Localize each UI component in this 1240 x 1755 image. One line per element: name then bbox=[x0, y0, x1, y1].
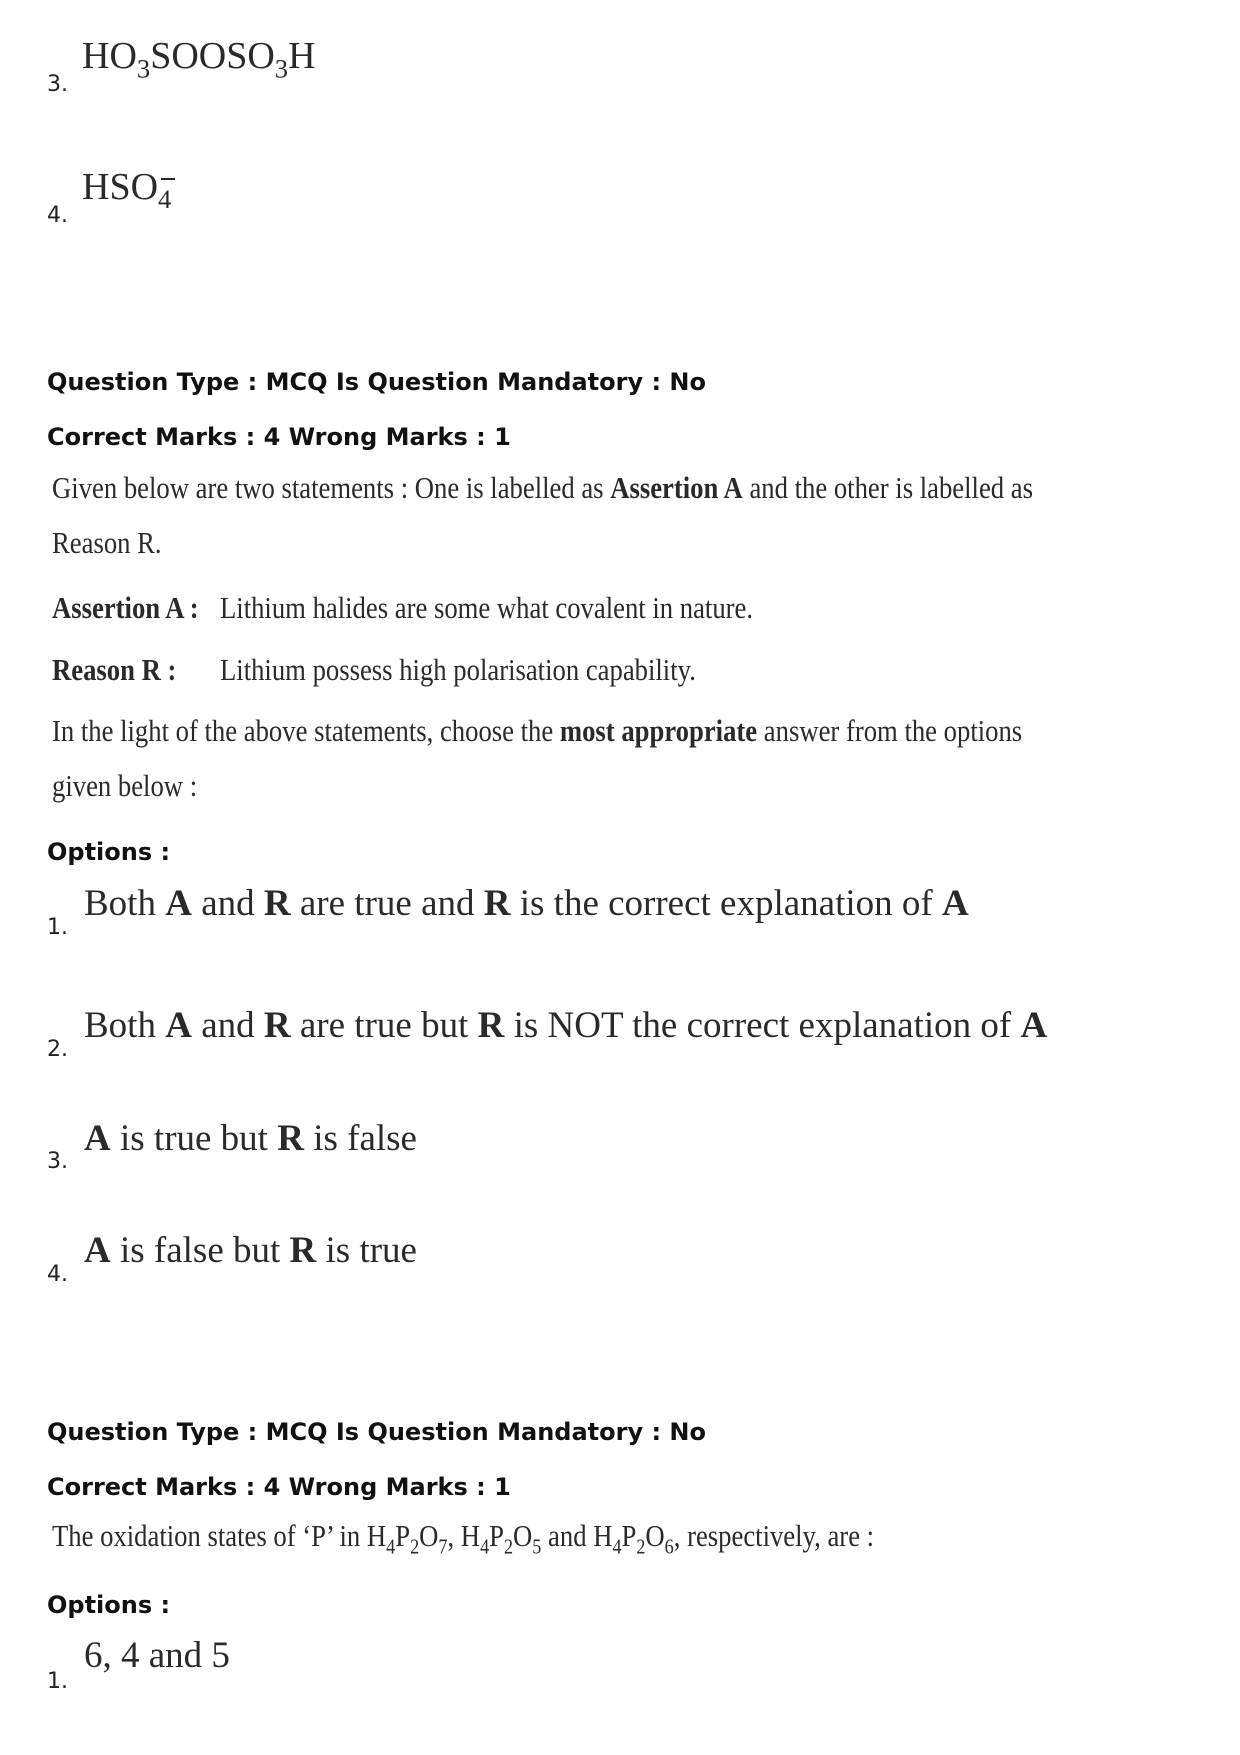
option-text[interactable]: Both A and R are true and R is the correct explanation of A bbox=[84, 883, 969, 924]
question-intro-line1: Given below are two statements : One is labelled as Assertion A and the other is labelled as bbox=[52, 470, 1033, 505]
option-text[interactable]: A is false but R is true bbox=[84, 1230, 417, 1271]
reason-label: Reason R : bbox=[52, 652, 177, 687]
options-label: Options : bbox=[47, 838, 171, 866]
option-number: 3. bbox=[47, 1149, 68, 1174]
option-formula: $HO_3SOOSO_3H$ bbox=[82, 35, 316, 84]
question-marks: Correct Marks : 4 Wrong Marks : 1 bbox=[47, 423, 511, 451]
assertion-text: Lithium halides are some what covalent in nature. bbox=[220, 590, 754, 625]
question-text: The oxidation states of ‘P’ in $H_4P_2O_7$, $H_4P_2O_5$ and $H_4P_2O_6$, respectively, are : bbox=[52, 1518, 875, 1559]
question-instruction-line2: given below : bbox=[52, 768, 198, 803]
option-number: 4. bbox=[47, 1262, 68, 1287]
question-marks: Correct Marks : 4 Wrong Marks : 1 bbox=[47, 1473, 511, 1501]
question-type: Question Type : MCQ Is Question Mandatory : No bbox=[47, 368, 706, 396]
option-text[interactable]: A is true but R is false bbox=[84, 1118, 417, 1159]
option-number: 4. bbox=[47, 203, 68, 228]
options-label: Options : bbox=[47, 1591, 171, 1619]
option-text[interactable]: 6, 4 and 5 bbox=[84, 1635, 230, 1676]
assertion-label: Assertion A : bbox=[52, 590, 199, 625]
option-number: 1. bbox=[47, 1669, 68, 1694]
option-number: 1. bbox=[47, 915, 68, 940]
question-intro-line2: Reason R. bbox=[52, 525, 162, 560]
question-instruction-line1: In the light of the above statements, choose the most appropriate answer from the options bbox=[52, 713, 1023, 748]
option-number: 2. bbox=[47, 1037, 68, 1062]
reason-text: Lithium possess high polarisation capability. bbox=[220, 652, 696, 687]
option-formula: $HSO_4$ bbox=[82, 166, 172, 215]
option-text[interactable]: Both A and R are true but R is NOT the correct explanation of A bbox=[84, 1005, 1048, 1046]
question-type: Question Type : MCQ Is Question Mandatory : No bbox=[47, 1418, 706, 1446]
option-number: 3. bbox=[47, 72, 68, 97]
